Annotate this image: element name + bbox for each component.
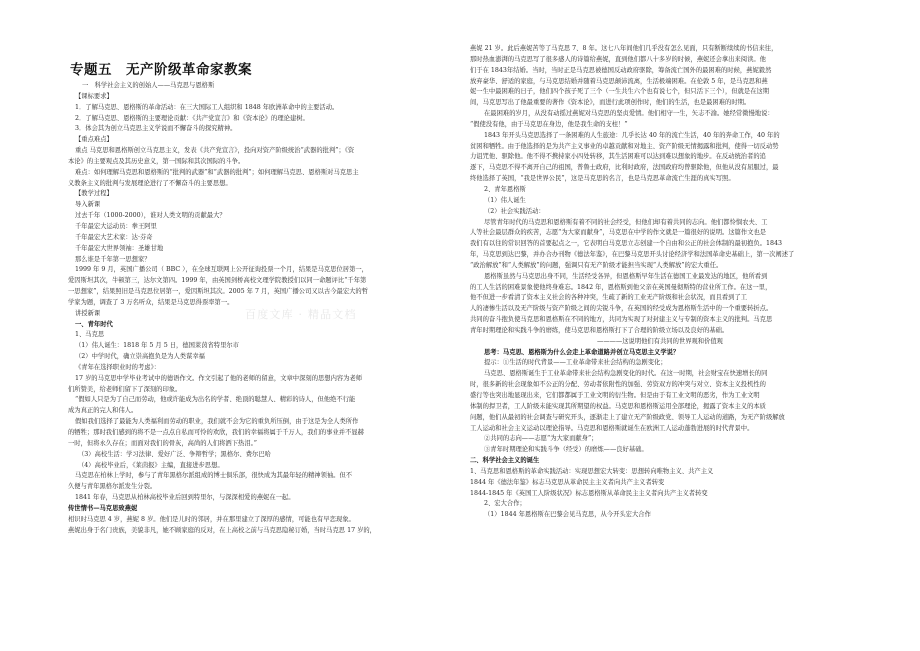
text-line: 人的凄惨生活以及无产阶级与资产阶级之间的尖锐斗争，在英国的经受成为恩格斯生活中的一个重要转折点。 xyxy=(470,305,773,313)
text-line: 的牺牲；那时我们感到的将不是一点点自私而可怜的欢欣，我们的幸福将属于千万人，我们的事业并不显赫 xyxy=(68,429,364,436)
text-line: 尽管青年时代的马克思和恩格斯有着不同的社会经受，但他们却有着共同的志向。他们都怜悯农夫、工 xyxy=(484,218,768,226)
text-line: 义教条主义的批判与发展理论进行了不懈奋斗的主要思想。 xyxy=(68,179,232,187)
text-line: 讲授新课 xyxy=(75,309,101,317)
left-text-block xyxy=(68,81,451,536)
text-line: 那时热血澎湃的马克思写了很多感人的诗篇给燕妮，直到他们都八十多岁的时候，燕妮还会拿出来阅读。他 xyxy=(470,55,766,63)
text-line: 2、宏大合作； xyxy=(484,500,526,508)
document-title: 专题五 无产阶级革命家教案 xyxy=(70,62,252,78)
text-line: （1）伟人诞生：1818 年 5 月 5 日，德国莱茵省特里尔市 xyxy=(75,342,239,350)
text-line: 间，马克思写出了他最重要的著作《资本论》，而进行此项创作时，他们的生活，也是最困难的时期。 xyxy=(470,99,751,107)
text-line: 一、青年时代 xyxy=(75,320,113,328)
text-line: 们于在 1843年结婚。当时，当时正是马克思被德国反动政府驱除，筹备流亡国外的最困难的时候，燕妮毅然 xyxy=(470,66,772,74)
text-line: 【重点难点】 xyxy=(75,136,113,144)
text-line: 相识时马克思 4 岁，燕妮 8 岁。他们是儿时的邻居，并在那里建立了深厚的感情，可能也有早恋现象。 xyxy=(68,515,355,523)
right-column xyxy=(470,44,850,521)
text-line: 一 科学社会主义的创始人——马克思与恩格斯 xyxy=(82,82,215,89)
text-line: 【教学过程】 xyxy=(75,190,113,198)
text-line: 马克思、恩格斯诞生于工业革命带来社会结构急剧变化的时代。在这一时期，社会财宝在快速增长的同 xyxy=(484,370,768,378)
text-line: 难点：如何理解马克思和恩格斯的“批判的武器”和“武器的批判”；如何理解马克思、恩格斯对马克思主 xyxy=(75,168,359,176)
text-line: 《青年在选择职业时的考虑》： xyxy=(75,363,161,371)
text-line: 体制的捍卫者，工人阶级未能实现其所期望的权益。马克思和恩格斯运用全部理论，揭露了资本主义的本质 xyxy=(470,402,766,410)
text-line: 17 岁的马克思中学毕业考试中的德语作文。作文引起了他的老师的留意，文章中深刻的思想内容为老师 xyxy=(75,374,363,382)
text-line: 2．了解马克思、恩格斯的主要理论贡献：《共产党宣言》和《资本论》的理论建树。 xyxy=(75,114,309,122)
text-line: 青年时期理论和实践斗争的磨练，使马克思和恩格斯打下了合理的阶级立场以及良好的基础。 xyxy=(470,326,729,334)
text-line: 3．体会其为创立马克思主义学说而不懈奋斗的探究精神。 xyxy=(75,125,237,133)
text-line: “假使没有他，由于马克思在身边，他是我生命的支柱！” xyxy=(470,120,628,128)
text-line: 思考：马克思、恩格斯为什么会走上革命道路并创立马克思主义学说？ xyxy=(484,348,680,356)
text-line: ③青年时期理论和实践斗争（经受）的磨炼——良好基础。 xyxy=(484,446,648,454)
text-line: ————这说明他们有共同的世界观和价值观 xyxy=(597,337,723,345)
text-line: 提示：①生活的时代背景——工业革命带来社会结构的急剧变化； xyxy=(484,359,667,367)
text-line: 马克思在柏林上学时，参与了青年黑格尔派组成的博士俱乐部，很快成为其最年轻的精神领袖。但不 xyxy=(75,472,353,480)
text-line: 工人运动和社会主义运动以理论指导。马克思和恩格斯就诞生在欧洲工人运动蓬勃进展的时代背景中。 xyxy=(470,424,754,432)
text-line: 1999 年 9 月，英国广播公司（ BBC ），在全球互联网上公开征询投票一个月，结果是马克思位居第一， xyxy=(75,266,368,274)
text-line: 他不但进一步看清了资本主义社会的各种冲突，生疏了新的工业无产阶级和社会状况，而且看到了工 xyxy=(470,294,748,302)
text-line: 千年最宏大艺术家：达·芬奇 xyxy=(75,233,153,241)
text-line: 终他选择了英国，“我是世界公民”，这是马克思的名言，也是马克思革命流亡生涯的真实写照。 xyxy=(470,175,735,183)
text-line: 一思想家”，结果照旧是马克思位居第一，爱因斯坦其次。2005 年 7 月，英国广播公司又以古今最宏大的哲 xyxy=(68,288,369,296)
text-line: 过去千年（1000-2000），谁对人类文明的贡献最大？ xyxy=(75,212,226,220)
left-column xyxy=(68,58,451,536)
text-line: （3）高校生活：学习法律、爱好广泛、争辩哲学；黑格尔、费尔巴哈 xyxy=(78,450,271,458)
text-line: 千年最宏大运动员：拳王阿里 xyxy=(75,222,157,230)
text-line: 我们有以往的常识回答的首要起点之一，它表明白马克思立志创建一个自由和公正的社会体制的最初抱负。1843 xyxy=(470,240,782,248)
text-line: （2）中学时代，确立崇高抱负是为人类谋幸福 xyxy=(75,353,205,361)
text-line: 1．了解马克思、恩格斯的革命活动：在三大国际工人组织和 1848 年欧洲革命中的主要活动。 xyxy=(75,103,339,111)
text-line: 假如我们选择了最能为人类福利而劳动的职业，我们就不会为它的重负所压倒，由于这是为全人类所作 xyxy=(75,418,359,426)
text-line: 1841 年春，马克思从柏林高校毕业后回到特里尔，与深深相爱的燕妮在一起。 xyxy=(75,494,295,502)
text-line: 力诅咒他、驱除他。他不得不携持家小四处转移，其生活困难可以达到难以想象的地步。在反动统治者的追 xyxy=(470,153,766,161)
text-line: 2、青年恩格斯 xyxy=(484,185,526,193)
text-line: 二、科学社会主义的诞生 xyxy=(470,457,540,465)
text-line: （4）高校毕业后，《莱茵报》主编，直接进步思想。 xyxy=(78,461,224,469)
text-line: 逐下，马克思不得不离开自己的祖国，普鲁士政府，比利时政府，法国政府均曾驱除他，但他从没有屈服过，最 xyxy=(470,164,779,172)
text-line: 燕妮 21 岁。此后燕妮苦等了马克思 7、8 年。这七八年间他们几乎没有怎么见面，只有断断续续的书信来往， xyxy=(470,45,778,52)
text-line: 1844-1845 年《英国工人阶级状况》标志恩格斯从革命民主主义者向共产主义者转变 xyxy=(470,489,708,497)
text-line: 重点 马克思和恩格斯创立马克思主义，发表《共产党宣言》，投向对资产阶级统治“武器的批判”；《资 xyxy=(75,147,355,155)
text-line: 1、马克思和恩格斯的革命实践活动：实现思想宏大转变：思想转向唯物主义、共产主义 xyxy=(470,467,714,475)
text-line: 成为真正的完人和伟人。 xyxy=(68,407,138,415)
text-line: 放弃豪华、舒适的家庭，与马克思结婚并随着马克思颠沛流离，生活极端困难。在伦敦 5 年，是马克思和燕 xyxy=(470,77,768,85)
text-line: 们所赞美，给老师们留下了深刻的印象。 xyxy=(68,385,182,393)
text-line: ②共同的志向——志愿“为大家而献身”； xyxy=(484,435,598,443)
text-line: 恩格斯虽然与马克思出身不同，生活经受各异，但恩格斯早年生活在德国工业最发达的地区，他所看到 xyxy=(484,272,768,280)
text-line: 时，很多新的社会现象如不公正的分配、劳动者依附性的加强、劳资双方的冲突与对立、资本主义投机性的 xyxy=(470,381,766,389)
text-line: 【课标要求】 xyxy=(75,92,113,100)
watermark-text: 百度文库 · 精品文档 xyxy=(245,308,357,321)
text-line: 爱因斯坦其次，牛顿第三，达尔文第四。1999 年，由英国剑桥高校文理学院教授们以同一命题评比“千年第 xyxy=(68,277,367,285)
text-line: 1844 年《德法年鉴》标志马克思从革命民主主义者向共产主义者转变 xyxy=(470,478,665,486)
text-line: （1）1844 年恩格斯在巴黎会见马克思，从今开头宏大合作 xyxy=(484,511,651,519)
text-line: （1）伟人诞生 xyxy=(484,196,526,204)
text-line: “假如人只是为了自己而劳动，他或许能成为出名的学者、绝顶的聪慧人、精彩的诗人，但他绝不行能 xyxy=(75,396,356,404)
text-line: 一时，但将永久存在；而面对我们的骨灰，高尚的人们将洒下热泪。” xyxy=(68,439,257,447)
text-line: 1、马克思 xyxy=(75,331,105,339)
text-line: 的工人生活的困难景象使他终身难忘。1842 年，恩格斯到他父亲在英国曼彻斯特的营业所工作。在这一里， xyxy=(470,283,772,291)
text-line: 燕妮出身于名门贵族，美貌非凡，她不顾家庭的反对，在上高校之前与马克思隐秘订婚，当时马克思 17 岁的， xyxy=(68,526,376,534)
right-text-block xyxy=(470,44,850,521)
text-line: 导入新课 xyxy=(75,201,101,209)
text-line: 学家为题，调查了 3 万名听众，结果是马克思得票率第一。 xyxy=(68,298,234,306)
text-line: 1843 年开头马克思选择了一条困难的人生旅途：几乎长达 40 年的流亡生活，40 年的奔命工作，40 年的 xyxy=(484,131,780,139)
text-line: “政治解放”和“人类解放”的问题，强调只有无产阶级才能担当实现“人类解放”的宏大重任。 xyxy=(470,261,723,269)
text-line: 本论》的主要观点及其历史意义，第一国际和其次国际的斗争。 xyxy=(68,157,245,165)
text-line: 共同的奋斗抱负使马克思和恩格斯在不同的地方，共同为实现了对封建主义与专制的资本主义的批判。马克思 xyxy=(470,316,773,324)
text-line: 盛行等也突出地显现出来，它们都都属于工业文明的衍生物。但是由于有工业文明的恶劣，作为工业文明 xyxy=(470,392,760,399)
text-line: 人等社会最层群众的疾苦，志愿“为大家而献身”，马克思在中学的作文就是一篇很好的说明。这篇作文也是 xyxy=(470,229,767,237)
text-line: 久便与青年黑格尔派发生分裂。 xyxy=(68,483,157,491)
text-line: 妮一生中最困难的日子，他们四个孩子死了三个（一生共生六个也有说七个，但只活下三个），但就是在这期 xyxy=(470,88,770,96)
text-line: （2）社会实践活动： xyxy=(484,207,545,215)
text-line: 在最困难的岁月，从没有动摇过燕妮对马克思的坚贞爱情。他们相守一生，矢志不渝。她经常微慢地说： xyxy=(484,110,774,118)
text-line: 贫困和牺牲。由于他选择的是为共产主义事业的卓越贡献和对地主、资产阶级无情揭露和批判，使得一切反动势 xyxy=(470,142,779,150)
text-line: 千年最宏大世界领袖：圣雄甘地 xyxy=(75,244,164,252)
text-line: 年，马克思到达巴黎，并办合办刊物《德法年鉴》，在巴黎马克思开头讨论经济学和法国革命史基础上，第一次阐述了 xyxy=(470,251,795,259)
text-line: 传世情书—马克思致燕妮 xyxy=(68,504,138,512)
text-line: 那么谁是千年第一思想家？ xyxy=(75,255,151,263)
text-line: 问题，他们从最初的社会调查与研究开头，逐渐走上了建立无产阶级政党、领导工人运动的道路，为无产阶级解放 xyxy=(470,413,785,421)
